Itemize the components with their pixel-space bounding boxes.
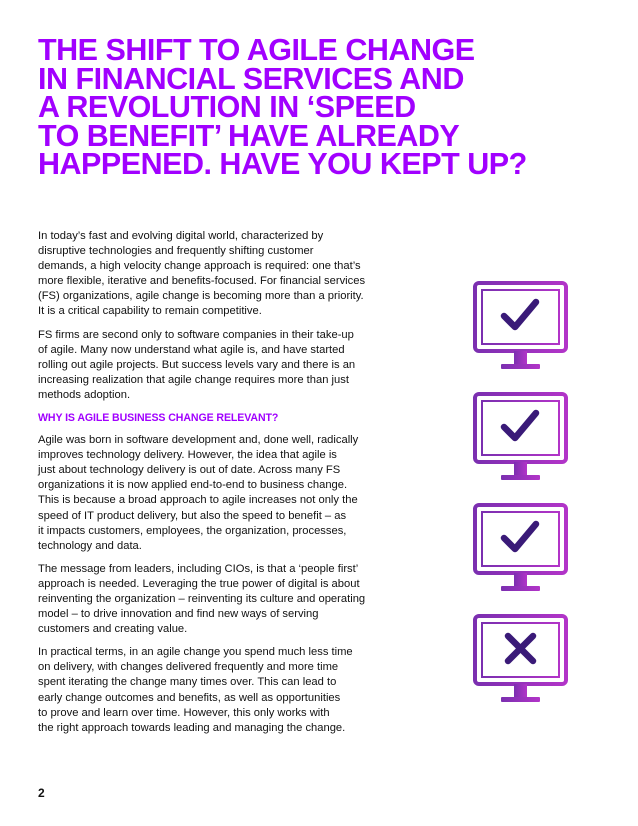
- text-line: rolling out agile projects. But success levels vary and there is an: [38, 358, 356, 371]
- text-line: methods adoption.: [38, 388, 131, 401]
- text-line: model – to drive innovation and find new ways of serving: [38, 608, 319, 621]
- text-line: on delivery, with changes delivered frequently and more time: [38, 661, 339, 674]
- leaders-paragraph: [38, 562, 428, 637]
- practical-paragraph: [38, 645, 428, 736]
- text-line: In today’s fast and evolving digital world, characterized by: [38, 230, 324, 242]
- agile-born-paragraph: [38, 433, 428, 554]
- text-line: it impacts customers, employees, the organization, processes,: [38, 524, 347, 537]
- headline-line: HAPPENED. HAVE YOU KEPT UP?: [38, 147, 527, 181]
- text-line: technology and data.: [38, 539, 142, 552]
- text-line: organizations it is now applied end-to-end to business change.: [38, 479, 348, 492]
- text-line: This is because a broad approach to agile increases not only the: [38, 494, 358, 507]
- text-line: speed of IT product delivery, but also the speed to benefit – as: [38, 509, 347, 522]
- text-line: customers and creating value.: [38, 623, 188, 636]
- text-line: improves technology delivery. However, the idea that agile is: [38, 449, 337, 462]
- text-line: increasing realization that agile change requires more than just: [38, 373, 349, 386]
- intro-paragraph: [38, 229, 428, 320]
- text-line: (FS) organizations, agile change is becoming more than a priority.: [38, 290, 364, 303]
- monitor-check-icon: [473, 392, 568, 497]
- text-line: of agile. Many now understand what agile is, and have started: [38, 343, 345, 356]
- headline-line: THE SHIFT TO AGILE CHANGE: [38, 33, 475, 67]
- monitor-check-icon: [473, 281, 568, 386]
- body-text: [38, 229, 428, 744]
- page-number: 2: [38, 786, 45, 800]
- text-line: It is a critical capability to remain competitive.: [38, 305, 262, 318]
- text-line: approach is needed. Leveraging the true power of digital is about: [38, 577, 360, 590]
- monitor-cross-icon: [473, 614, 568, 719]
- monitor-check-icon: [473, 503, 568, 608]
- section-subheading: WHY IS AGILE BUSINESS CHANGE RELEVANT?: [38, 412, 279, 425]
- text-line: In practical terms, in an agile change you spend much less time: [38, 646, 353, 659]
- text-line: disruptive technologies and frequently shifting customer: [38, 245, 314, 258]
- text-line: just about technology delivery is out of date. Across many FS: [38, 464, 341, 477]
- text-line: The message from leaders, including CIOs, is that a ‘people first’: [38, 562, 359, 575]
- headline-line: TO BENEFIT’ HAVE ALREADY: [38, 118, 460, 153]
- fs-firms-paragraph: [38, 328, 428, 403]
- text-line: more flexible, iterative and benefits-focused. For financial services: [38, 275, 366, 288]
- text-line: reinventing the organization – reinventing its culture and operating: [38, 592, 366, 605]
- text-line: Agile was born in software development and, done well, radically: [38, 434, 359, 447]
- text-line: spent iterating the change many times over. This can lead to: [38, 676, 337, 689]
- text-line: demands, a high velocity change approach is required: one that’s: [38, 260, 361, 273]
- text-line: to prove and learn over time. However, this only works with: [38, 706, 330, 719]
- page-headline: [38, 33, 578, 181]
- headline-line: A REVOLUTION IN ‘SPEED: [38, 90, 416, 124]
- text-line: early change outcomes and benefits, as well as opportunities: [38, 691, 341, 704]
- text-line: the right approach towards leading and managing the change.: [38, 721, 346, 734]
- text-line: FS firms are second only to software companies in their take-up: [38, 328, 354, 341]
- headline-line: IN FINANCIAL SERVICES AND: [38, 61, 464, 96]
